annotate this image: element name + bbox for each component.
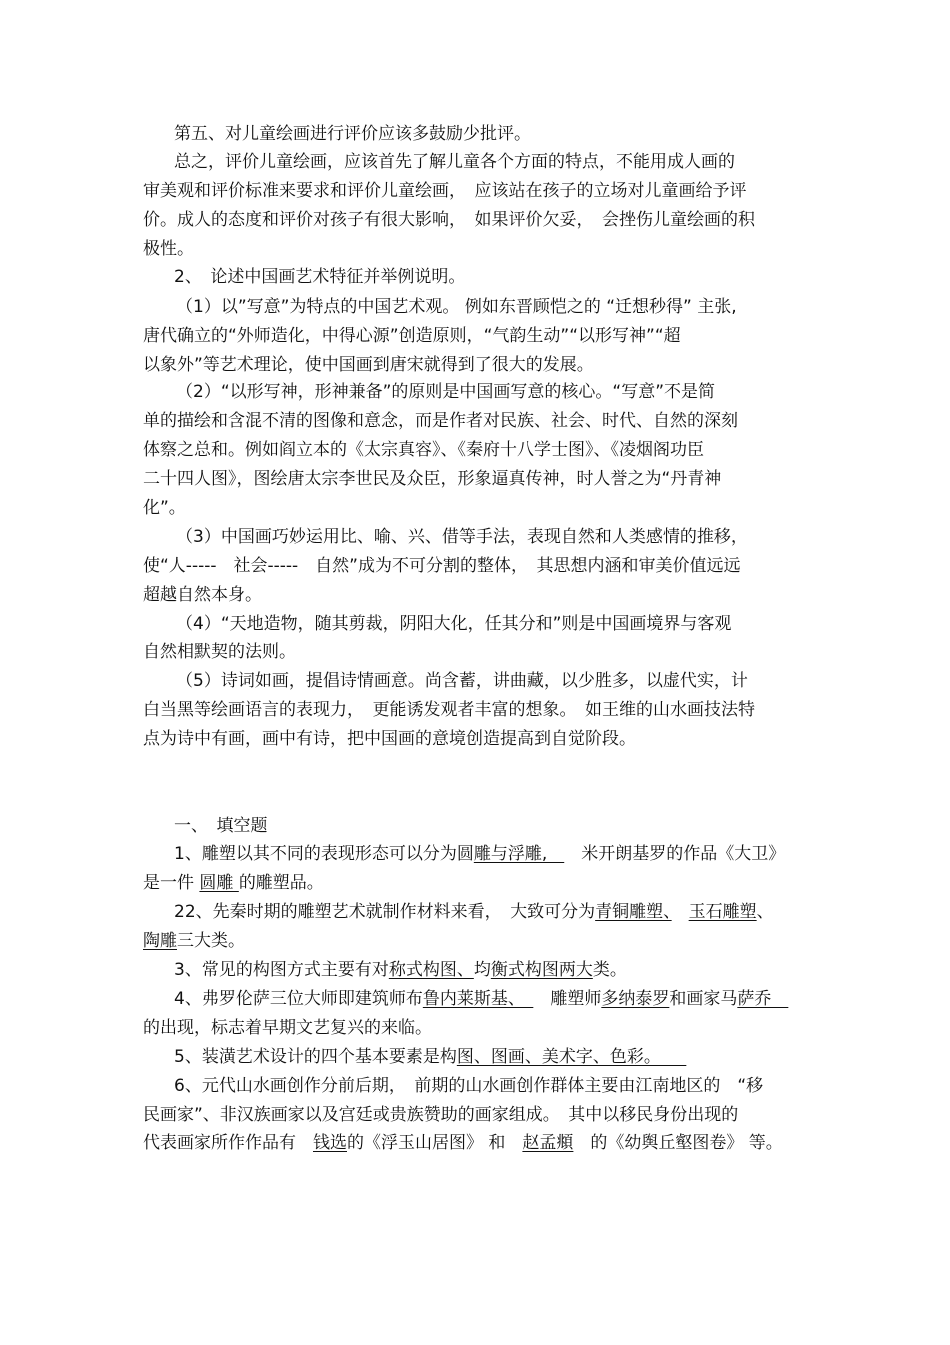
fill-q4-text-3: 和画家马 (669, 989, 738, 1009)
fill-q6-line-1: 6、元代山水画创作分前后期， 前期的山水画创作群体主要由江南地区的 “移 (174, 1076, 764, 1096)
fill-q4-line-1 (174, 988, 788, 1010)
q2-p5-line-3: 点为诗中有画，画中有诗，把中国画的意境创造提高到自觉阶段。 (143, 729, 636, 749)
fill-q1-line-1 (174, 843, 785, 865)
fill-q2-text: 22、先秦时期的雕塑艺术就制作材料来看， 大致可分为 (174, 902, 596, 922)
q2-p2-line-2: 单的描绘和含混不清的图像和意念，而是作者对民族、社会、时代、自然的深刻 (143, 411, 738, 431)
fill-q3-answer-1: 称式构图、 (388, 960, 474, 980)
fill-q3-text-3: 类。 (592, 960, 627, 980)
q2-p5-line-2: 白当黑等绘画语言的表现力， 更能诱发观者丰富的想象。 如王维的山水画技法特 (143, 700, 755, 720)
question2-title: 2、 论述中国画艺术特征并举例说明。 (174, 267, 466, 287)
eval-point5: 第五、对儿童绘画进行评价应该多鼓励少批评。 (174, 124, 531, 144)
fill-q4-answer-1: 鲁内莱斯基、 (422, 989, 534, 1009)
fill-q2-spacer (672, 902, 689, 922)
fill-q2-text-2: 三大类。 (177, 931, 245, 951)
fill-q2-line-1 (174, 901, 774, 923)
fill-q1-answer-1: 雕与浮雕, (473, 844, 565, 864)
fill-q1-text-4: 的雕塑品。 (238, 873, 324, 893)
fill-q6-answer-2: 赵孟頫 (522, 1133, 574, 1153)
fill-q1-line-2 (143, 872, 324, 894)
fill-q6-answer-1: 钱选 (313, 1133, 347, 1153)
summary-line-1: 总之，评价儿童绘画，应该首先了解儿童各个方面的特点，不能用成人画的 (174, 152, 735, 172)
fill-q4-answer-3: 萨乔 (737, 989, 789, 1009)
fill-q1-text: 1、雕塑以其不同的表现形态可以分为圆 (174, 844, 474, 864)
q2-p1-line-2: 唐代确立的“外师造化，中得心源”创造原则，“气韵生动”“以形写神”“超 (143, 326, 681, 346)
q2-p3-line-3: 超越自然本身。 (143, 585, 262, 605)
q2-p4-line-1: （4）“天地造物，随其剪裁，阴阳大化，任其分和”则是中国画境界与客观 (176, 614, 732, 634)
q2-p5-line-1: （5）诗词如画，提倡诗情画意。尚含蓄，讲曲藏，以少胜多，以虚代实，计 (176, 671, 748, 691)
fill-q3-answer-2: 衡式构图两大 (490, 960, 593, 980)
fill-q1-answer-2: 圆雕 (199, 873, 239, 893)
fill-q2-answer-2: 玉石雕塑 (688, 902, 757, 922)
q2-p1-line-3: 以象外”等艺术理论，使中国画到唐宋就得到了很大的发展。 (143, 355, 594, 375)
fill-q5-text: 5、装潢艺术设计的四个基本要素是构 (174, 1047, 457, 1067)
fill-q1-text-2: 米开朗基罗的作品《大卫》 (564, 844, 786, 864)
q2-p2-line-1: （2）“以形写神，形神兼备”的原则是中国画写意的核心。“写意”不是简 (176, 382, 716, 402)
q2-p3-line-2: 使“人----- 社会----- 自然”成为不可分割的整体， 其思想内涵和审美价值远远 (143, 556, 741, 576)
fill-q2-answer-3: 陶雕 (143, 931, 177, 951)
fill-q5-line (174, 1046, 686, 1068)
q2-p1-line-1: （1）以”写意”为特点的中国艺术观。 例如东晋顾恺之的 “迁想秒得” 主张, (176, 297, 737, 317)
fill-q4-answer-2: 多纳泰罗 (601, 989, 670, 1009)
fill-q5-answer: 图、图画、美术字、色彩。 (456, 1047, 687, 1067)
fill-q4-line-2: 的出现，标志着早期文艺复兴的来临。 (143, 1018, 432, 1038)
fill-q6-text-3: 的《幼舆丘壑图卷》 等。 (573, 1133, 783, 1153)
fill-q3-text: 3、常见的构图方式主要有对 (174, 960, 389, 980)
fill-q1-text-3: 是一件 (143, 873, 200, 893)
fill-q4-text-2: 雕塑师 (533, 989, 602, 1009)
fill-q3-line (174, 959, 627, 981)
fill-q6-text: 代表画家所作作品有 (143, 1133, 313, 1153)
q2-p2-line-3: 体察之总和。例如阎立本的《太宗真容》、《秦府十八学士图》、《凌烟阁功臣 (143, 440, 704, 460)
fill-q2-line-2 (143, 930, 245, 952)
q2-p2-line-4: 二十四人图》，图绘唐太宗李世民及众臣，形象逼真传神，时人誉之为“丹青神 (143, 469, 722, 489)
fill-q4-text: 4、弗罗伦萨三位大师即建筑师布 (174, 989, 423, 1009)
fill-q2-sep: 、 (756, 902, 774, 922)
fill-q6-line-3 (143, 1132, 783, 1154)
fill-q3-text-2: 均 (473, 960, 491, 980)
fill-q6-text-2: 的《浮玉山居图》 和 (347, 1133, 523, 1153)
summary-line-2: 审美观和评价标准来要求和评价儿童绘画， 应该站在孩子的立场对儿童画给予评 (143, 181, 747, 201)
q2-p3-line-1: （3）中国画巧妙运用比、喻、兴、借等手法，表现自然和人类感情的推移， (176, 527, 748, 547)
q2-p2-line-5: 化”。 (143, 498, 186, 518)
fill-blank-heading: 一、 填空题 (174, 816, 268, 836)
q2-p4-line-2: 自然相默契的法则。 (143, 642, 296, 662)
summary-line-4: 极性。 (143, 239, 194, 259)
fill-q6-line-2: 民画家”、非汉族画家以及宫廷或贵族赞助的画家组成。 其中以移民身份出现的 (143, 1105, 739, 1125)
summary-line-3: 价。成人的态度和评价对孩子有很大影响， 如果评价欠妥， 会挫伤儿童绘画的积 (143, 210, 755, 230)
fill-q2-answer-1: 青铜雕塑、 (595, 902, 672, 922)
